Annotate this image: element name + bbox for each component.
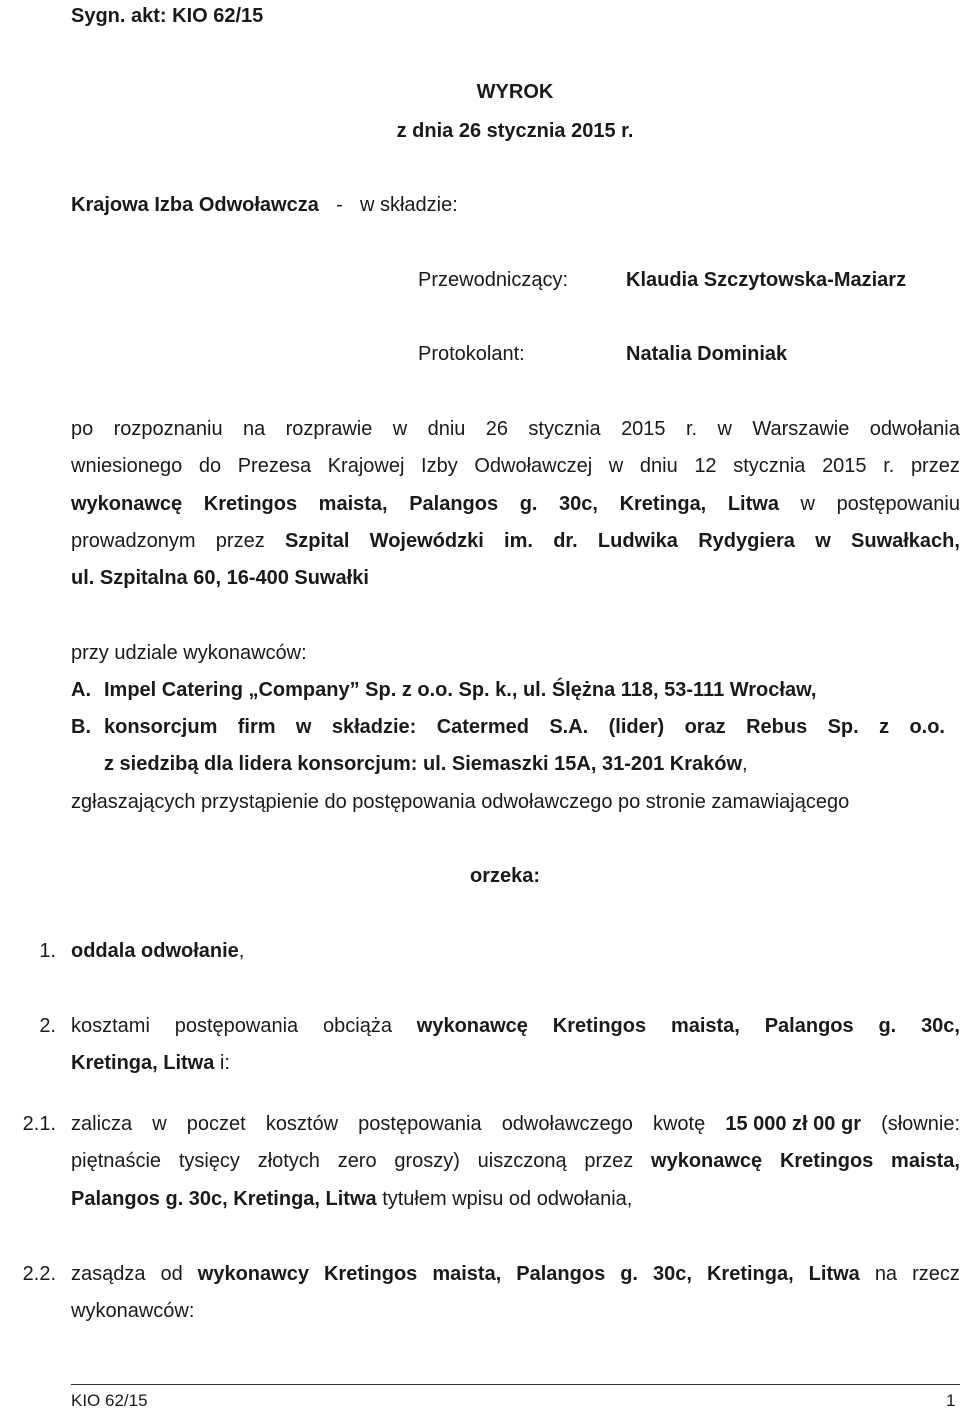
word: Kretingos xyxy=(203,493,298,515)
word: odwołania xyxy=(869,418,960,440)
word: 26 xyxy=(485,418,509,440)
word: stycznia xyxy=(733,455,806,477)
point-2-2-line-1 xyxy=(71,1264,960,1284)
participant-a: Impel Catering „Company” Sp. z o.o. Sp. k., ul. Ślężna 118, 53-111 Wrocław, xyxy=(104,679,817,701)
word: Wojewódzki xyxy=(369,530,484,552)
ruling-heading: orzeka: xyxy=(470,865,541,887)
word: g. xyxy=(620,1263,638,1285)
word: oraz xyxy=(684,716,726,738)
word: 12 xyxy=(694,455,717,477)
word: Warszawie xyxy=(752,418,850,440)
appeal-line-4 xyxy=(71,531,960,551)
appeal-line-5: ul. Szpitalna 60, 16-400 Suwałki xyxy=(71,567,369,589)
word: g. xyxy=(878,1015,897,1037)
point-2-line-1 xyxy=(71,1016,960,1036)
word: Litwa xyxy=(808,1263,860,1285)
word: Palangos xyxy=(409,493,499,515)
word: w xyxy=(608,455,624,477)
word: do xyxy=(198,455,222,477)
court-composition: w składzie: xyxy=(359,194,458,216)
point-2-1-line-3: Palangos g. 30c, Kretinga, Litwa tytułem wpisu od odwołania, xyxy=(71,1188,633,1210)
word: Sp. xyxy=(827,716,859,738)
verdict-date: z dnia 26 stycznia 2015 r. xyxy=(396,120,634,142)
word: postępowania xyxy=(174,1015,299,1037)
word: dniu xyxy=(639,455,678,477)
word: Szpital xyxy=(284,530,350,552)
word: zero xyxy=(337,1150,377,1172)
word: Krajowej xyxy=(327,455,405,477)
word: Izby xyxy=(421,455,458,477)
case-signature: Sygn. akt: KIO 62/15 xyxy=(71,5,264,27)
point-2-line-2: Kretinga, Litwa i: xyxy=(71,1052,230,1074)
word: r. xyxy=(883,455,895,477)
participant-a-letter: A. xyxy=(71,679,91,701)
word: przez xyxy=(584,1150,634,1172)
word: uiszczoną xyxy=(477,1150,567,1172)
word: obciąża xyxy=(323,1015,392,1037)
word: konsorcjum xyxy=(104,716,218,738)
word: zalicza xyxy=(71,1113,133,1135)
word: rzecz xyxy=(912,1263,960,1285)
word: maista, xyxy=(670,1015,740,1037)
footer-signature: KIO 62/15 xyxy=(71,1391,148,1410)
word: maista, xyxy=(891,1150,960,1172)
word: składzie: xyxy=(331,716,417,738)
appeal-line-2 xyxy=(71,456,960,476)
word: Kretingos xyxy=(779,1150,874,1172)
word: 30c, xyxy=(653,1263,692,1285)
word: postępowania xyxy=(358,1113,482,1135)
word: w xyxy=(152,1113,167,1135)
word: 2015 xyxy=(822,455,867,477)
word: 15 000 zł 00 gr xyxy=(725,1113,861,1135)
word: wniesionego xyxy=(71,455,183,477)
word: Kretinga, xyxy=(619,493,707,515)
word: 30c, xyxy=(559,493,598,515)
word: firm xyxy=(237,716,276,738)
word: odwoławczego xyxy=(501,1113,633,1135)
point-2-1-line-1 xyxy=(71,1114,960,1134)
word: na xyxy=(243,418,266,440)
word: kosztów xyxy=(265,1113,339,1135)
participant-b-seat: z siedzibą dla lidera konsorcjum: ul. Siemaszki 15A, 31-201 Kraków, xyxy=(104,753,748,775)
word: w xyxy=(392,418,408,440)
word: zasądza xyxy=(71,1263,146,1285)
word: maista, xyxy=(318,493,388,515)
word: im. xyxy=(504,530,533,552)
word: Palangos xyxy=(516,1263,606,1285)
word: kosztami xyxy=(71,1015,150,1037)
point-2-1-number: 2.1. xyxy=(22,1113,56,1135)
word: Palangos xyxy=(764,1015,854,1037)
word: poczet xyxy=(186,1113,246,1135)
participant-b-letter: B. xyxy=(71,716,91,738)
word: dr. xyxy=(553,530,578,552)
word: przez xyxy=(215,530,265,552)
word: złotych xyxy=(257,1150,320,1172)
word: od xyxy=(160,1263,183,1285)
word: w xyxy=(815,530,831,552)
word: Suwałkach, xyxy=(851,530,960,552)
word: Rydygiera xyxy=(698,530,795,552)
word: g. xyxy=(519,493,538,515)
word: (lider) xyxy=(608,716,665,738)
word: Kretingos xyxy=(323,1263,418,1285)
word: w xyxy=(295,716,312,738)
word: Kretinga, xyxy=(706,1263,794,1285)
point-1: oddala odwołanie, xyxy=(71,940,245,962)
word: (słownie: xyxy=(881,1113,960,1135)
participants-intro: przy udziale wykonawców: xyxy=(71,642,307,664)
word: w xyxy=(800,493,815,515)
word: wykonawcę xyxy=(71,493,183,515)
word: r. xyxy=(685,418,698,440)
appeal-line-1 xyxy=(71,419,960,439)
point-2-2-number: 2.2. xyxy=(22,1263,56,1285)
point-1-number: 1. xyxy=(39,940,56,962)
court-line: Krajowa Izba Odwoławcza - w składzie: xyxy=(71,194,458,216)
word: kwotę xyxy=(652,1113,706,1135)
word: po xyxy=(71,418,94,440)
word: Ludwika xyxy=(597,530,678,552)
joining-text: zgłaszających przystąpienie do postępowania odwoławczego po stronie zamawiającego xyxy=(71,791,850,813)
verdict-title: WYROK xyxy=(476,81,554,103)
word: na xyxy=(874,1263,898,1285)
word: tysięcy xyxy=(178,1150,240,1172)
page-number: 1 xyxy=(946,1391,956,1410)
word: piętnaście xyxy=(71,1150,162,1172)
word: rozprawie xyxy=(285,418,373,440)
word: groszy) xyxy=(394,1150,460,1172)
word: stycznia xyxy=(528,418,601,440)
word: Rebus xyxy=(746,716,808,738)
word: o.o. xyxy=(909,716,945,738)
point-2-1-line-2 xyxy=(71,1151,960,1171)
word: przez xyxy=(910,455,960,477)
word: Prezesa xyxy=(237,455,312,477)
point-2-number: 2. xyxy=(39,1015,56,1037)
chair-name: Klaudia Szczytowska-Maziarz xyxy=(626,269,907,291)
word: Litwa xyxy=(727,493,779,515)
word: rozpoznaniu xyxy=(113,418,223,440)
clerk-label: Protokolant: xyxy=(418,343,525,365)
word: postępowaniu xyxy=(836,493,960,515)
appeal-line-3 xyxy=(71,494,960,514)
word: Odwoławczej xyxy=(474,455,593,477)
word: w xyxy=(717,418,732,440)
footer-divider xyxy=(71,1384,960,1385)
clerk-name: Natalia Dominiak xyxy=(626,343,788,365)
point-2-2-line-2: wykonawców: xyxy=(71,1300,195,1322)
word: prowadzonym xyxy=(71,530,196,552)
participant-b xyxy=(104,717,945,737)
word: dniu xyxy=(427,418,466,440)
word: wykonawcę xyxy=(651,1150,763,1172)
word: Kretingos xyxy=(552,1015,647,1037)
word: S.A. xyxy=(549,716,589,738)
word: 30c, xyxy=(921,1015,960,1037)
court-name: Krajowa Izba Odwoławcza xyxy=(71,194,319,216)
word: Catermed xyxy=(436,716,529,738)
word: wykonawcy xyxy=(197,1263,309,1285)
chair-label: Przewodniczący: xyxy=(418,269,569,291)
word: 2015 xyxy=(621,418,666,440)
word: maista, xyxy=(432,1263,502,1285)
word: z xyxy=(879,716,890,738)
word: wykonawcę xyxy=(416,1015,528,1037)
